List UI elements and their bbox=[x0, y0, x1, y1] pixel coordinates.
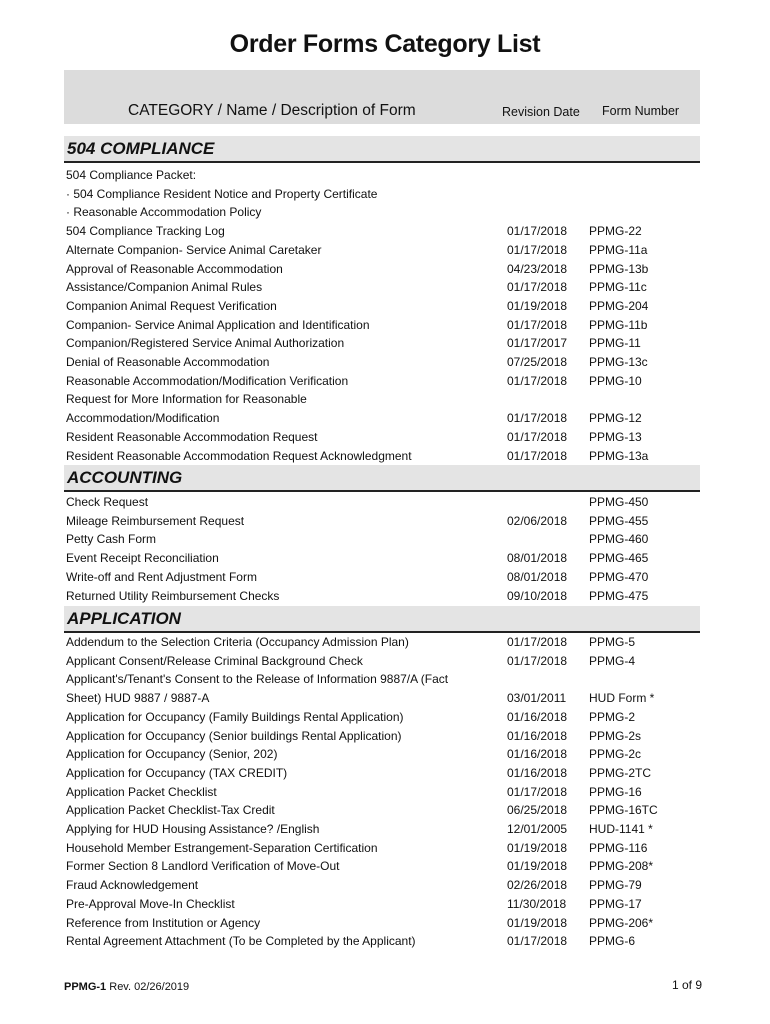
form-name: Application for Occupancy (TAX CREDIT) bbox=[66, 765, 288, 780]
form-name: Application for Occupancy (Family Buildings Rental Application) bbox=[66, 709, 404, 724]
form-name: Request for More Information for Reasonable bbox=[66, 392, 307, 407]
section-title: ACCOUNTING bbox=[67, 468, 183, 487]
form-name: Reasonable Accommodation/Modification Verification bbox=[66, 373, 349, 388]
form-number: PPMG-22 bbox=[589, 224, 642, 239]
form-row bbox=[66, 764, 706, 783]
form-row bbox=[66, 493, 706, 512]
form-name: Resident Reasonable Accommodation Request Acknowledgment bbox=[66, 448, 412, 463]
footer-doc-revision bbox=[64, 981, 189, 993]
form-name: Addendum to the Selection Criteria (Occupancy Admission Plan) bbox=[66, 635, 409, 649]
form-row bbox=[66, 932, 706, 951]
revision-date: 03/01/2011 bbox=[507, 691, 567, 706]
form-row bbox=[66, 820, 706, 839]
form-name: Application Packet Checklist-Tax Credit bbox=[66, 803, 275, 818]
form-number: PPMG-465 bbox=[589, 551, 649, 566]
form-row bbox=[66, 587, 706, 606]
form-row bbox=[66, 876, 706, 895]
footer-doc-id: PPMG-1 bbox=[64, 981, 107, 993]
form-row bbox=[66, 652, 706, 671]
revision-date: 01/17/2018 bbox=[507, 448, 568, 463]
form-name: Alternate Companion- Service Animal Caretaker bbox=[66, 242, 322, 257]
form-name: Mileage Reimbursement Request bbox=[66, 513, 245, 528]
form-row bbox=[66, 857, 706, 876]
page-title: Order Forms Category List bbox=[229, 30, 541, 58]
form-row bbox=[66, 185, 706, 204]
form-row bbox=[66, 801, 706, 820]
revision-date: 01/19/2018 bbox=[507, 840, 568, 855]
revision-date: 08/01/2018 bbox=[507, 569, 568, 584]
form-number: PPMG-13a bbox=[589, 448, 649, 463]
revision-date: 07/25/2018 bbox=[507, 355, 568, 369]
form-row bbox=[66, 633, 706, 652]
form-name: Pre-Approval Move-In Checklist bbox=[66, 896, 235, 911]
section-header bbox=[64, 465, 700, 492]
form-number: PPMG-11c bbox=[589, 280, 647, 295]
form-number: PPMG-204 bbox=[589, 298, 649, 313]
form-name: Application for Occupancy (Senior buildings Rental Application) bbox=[66, 728, 402, 743]
form-name: Approval of Reasonable Accommodation bbox=[66, 261, 283, 276]
form-name: Accommodation/Modification bbox=[66, 411, 220, 426]
revision-date: 01/16/2018 bbox=[507, 728, 568, 743]
form-row bbox=[66, 689, 706, 708]
revision-date: 01/17/2018 bbox=[507, 411, 568, 426]
form-number: PPMG-16TC bbox=[589, 803, 658, 818]
form-number: HUD-1141 * bbox=[589, 822, 653, 836]
revision-date: 02/26/2018 bbox=[507, 878, 568, 893]
revision-date: 12/01/2005 bbox=[507, 822, 568, 836]
form-row bbox=[66, 297, 706, 316]
revision-date: 01/17/2018 bbox=[507, 224, 568, 239]
form-name: Companion Animal Request Verification bbox=[66, 298, 277, 313]
form-name: Household Member Estrangement-Separation Certification bbox=[66, 840, 378, 855]
revision-date: 01/17/2018 bbox=[507, 635, 568, 649]
form-name: Write-off and Rent Adjustment Form bbox=[66, 569, 257, 584]
form-number: PPMG-13c bbox=[589, 355, 648, 369]
revision-date: 01/17/2018 bbox=[507, 242, 568, 257]
form-number: PPMG-5 bbox=[589, 635, 636, 649]
form-row bbox=[66, 568, 706, 587]
form-row bbox=[66, 839, 706, 858]
revision-date: 01/17/2017 bbox=[507, 336, 568, 351]
form-row bbox=[66, 914, 706, 933]
form-number: PPMG-79 bbox=[589, 878, 642, 893]
page-number: 1 of 9 bbox=[672, 978, 703, 992]
revision-date: 01/19/2018 bbox=[507, 298, 568, 313]
form-name: Rental Agreement Attachment (To be Completed by the Applicant) bbox=[66, 934, 416, 949]
section-header bbox=[64, 606, 700, 633]
form-name: Resident Reasonable Accommodation Request bbox=[66, 429, 318, 444]
revision-date: 01/17/2018 bbox=[507, 373, 568, 388]
form-number: PPMG-11a bbox=[589, 242, 648, 257]
form-name: Sheet) HUD 9887 / 9887-A bbox=[66, 691, 210, 706]
revision-date: 01/17/2018 bbox=[507, 653, 568, 668]
form-row bbox=[66, 530, 706, 549]
form-row bbox=[66, 353, 706, 372]
form-number: HUD Form * bbox=[589, 691, 655, 706]
revision-date: 01/17/2018 bbox=[507, 429, 568, 444]
revision-date: 06/25/2018 bbox=[507, 803, 568, 818]
form-row bbox=[66, 783, 706, 802]
section-header bbox=[64, 136, 700, 163]
revision-date: 08/01/2018 bbox=[507, 551, 568, 566]
form-row bbox=[66, 512, 706, 531]
form-number: PPMG-470 bbox=[589, 569, 649, 584]
form-number: PPMG-13b bbox=[589, 261, 649, 276]
form-row bbox=[66, 316, 706, 335]
form-number: PPMG-2c bbox=[589, 747, 642, 762]
form-row bbox=[66, 390, 706, 409]
revision-date: 01/17/2018 bbox=[507, 934, 568, 949]
form-name: Former Section 8 Landlord Verification of Move-Out bbox=[66, 859, 340, 874]
form-number: PPMG-460 bbox=[589, 532, 649, 547]
form-number: PPMG-450 bbox=[589, 495, 649, 509]
form-name: Application for Occupancy (Senior, 202) bbox=[66, 747, 278, 762]
form-number: PPMG-2s bbox=[589, 728, 642, 743]
revision-date: 01/17/2018 bbox=[507, 317, 568, 332]
form-name: 504 Compliance Packet: bbox=[66, 168, 197, 182]
form-number: PPMG-206* bbox=[589, 915, 654, 930]
form-name: Event Receipt Reconciliation bbox=[66, 551, 219, 566]
column-header-revision-date: Revision Date bbox=[502, 105, 580, 119]
form-name: Denial of Reasonable Accommodation bbox=[66, 355, 270, 369]
form-name: Fraud Acknowledgement bbox=[66, 878, 199, 893]
revision-date: 01/17/2018 bbox=[507, 280, 568, 295]
form-row bbox=[66, 708, 706, 727]
form-name: · Reasonable Accommodation Policy bbox=[66, 205, 262, 220]
revision-date: 01/19/2018 bbox=[507, 915, 568, 930]
form-name: Check Request bbox=[66, 495, 149, 509]
form-name: Applicant's/Tenant's Consent to the Release of Information 9887/A (Fact bbox=[66, 672, 449, 687]
form-number: PPMG-2TC bbox=[589, 765, 652, 780]
form-row bbox=[66, 549, 706, 568]
form-row bbox=[66, 447, 706, 466]
form-number: PPMG-10 bbox=[589, 373, 642, 388]
form-row bbox=[66, 278, 706, 297]
form-number: PPMG-2 bbox=[589, 709, 636, 724]
form-row bbox=[66, 670, 706, 689]
form-number: PPMG-11b bbox=[589, 317, 648, 332]
form-number: PPMG-13 bbox=[589, 429, 642, 444]
form-name: Applicant Consent/Release Criminal Background Check bbox=[66, 653, 363, 668]
form-name: Reference from Institution or Agency bbox=[66, 915, 261, 930]
form-name: Petty Cash Form bbox=[66, 532, 157, 547]
column-header-form-number: Form Number bbox=[602, 104, 680, 118]
form-row bbox=[66, 222, 706, 241]
revision-date: 01/16/2018 bbox=[507, 747, 568, 762]
revision-date: 09/10/2018 bbox=[507, 588, 568, 603]
form-name: Companion- Service Animal Application and Identification bbox=[66, 317, 370, 332]
form-row bbox=[66, 166, 706, 185]
column-header-category: CATEGORY / Name / Description of Form bbox=[128, 102, 416, 119]
form-row bbox=[66, 727, 706, 746]
form-name: 504 Compliance Tracking Log bbox=[66, 224, 225, 239]
form-name: Returned Utility Reimbursement Checks bbox=[66, 588, 280, 603]
form-number: PPMG-116 bbox=[589, 840, 648, 855]
form-number: PPMG-4 bbox=[589, 653, 636, 668]
form-row bbox=[66, 372, 706, 391]
revision-date: 01/16/2018 bbox=[507, 765, 568, 780]
section-title: APPLICATION bbox=[67, 609, 181, 628]
form-number: PPMG-12 bbox=[589, 411, 642, 426]
form-row bbox=[66, 745, 706, 764]
form-name: Application Packet Checklist bbox=[66, 784, 217, 799]
form-name: · 504 Compliance Resident Notice and Property Certificate bbox=[66, 186, 378, 201]
form-row bbox=[66, 241, 706, 260]
form-row bbox=[66, 895, 706, 914]
revision-date: 02/06/2018 bbox=[507, 513, 568, 528]
form-number: PPMG-17 bbox=[589, 896, 642, 911]
form-number: PPMG-16 bbox=[589, 784, 642, 799]
form-row bbox=[66, 260, 706, 279]
revision-date: 01/17/2018 bbox=[507, 784, 568, 799]
form-row bbox=[66, 203, 706, 222]
revision-date: 04/23/2018 bbox=[507, 261, 568, 276]
section-title: 504 COMPLIANCE bbox=[67, 139, 215, 158]
form-row bbox=[66, 409, 706, 428]
footer-revision: Rev. 02/26/2019 bbox=[109, 981, 190, 993]
form-row bbox=[66, 428, 706, 447]
form-number: PPMG-6 bbox=[589, 934, 636, 949]
form-row bbox=[66, 334, 706, 353]
form-name: Assistance/Companion Animal Rules bbox=[66, 280, 263, 295]
revision-date: 01/19/2018 bbox=[507, 859, 568, 874]
form-name: Applying for HUD Housing Assistance? /English bbox=[66, 822, 320, 836]
form-number: PPMG-475 bbox=[589, 588, 649, 603]
form-number: PPMG-11 bbox=[589, 336, 641, 351]
revision-date: 11/30/2018 bbox=[507, 896, 567, 911]
form-number: PPMG-208* bbox=[589, 859, 654, 874]
form-name: Companion/Registered Service Animal Authorization bbox=[66, 336, 345, 351]
form-number: PPMG-455 bbox=[589, 513, 649, 528]
revision-date: 01/16/2018 bbox=[507, 709, 568, 724]
